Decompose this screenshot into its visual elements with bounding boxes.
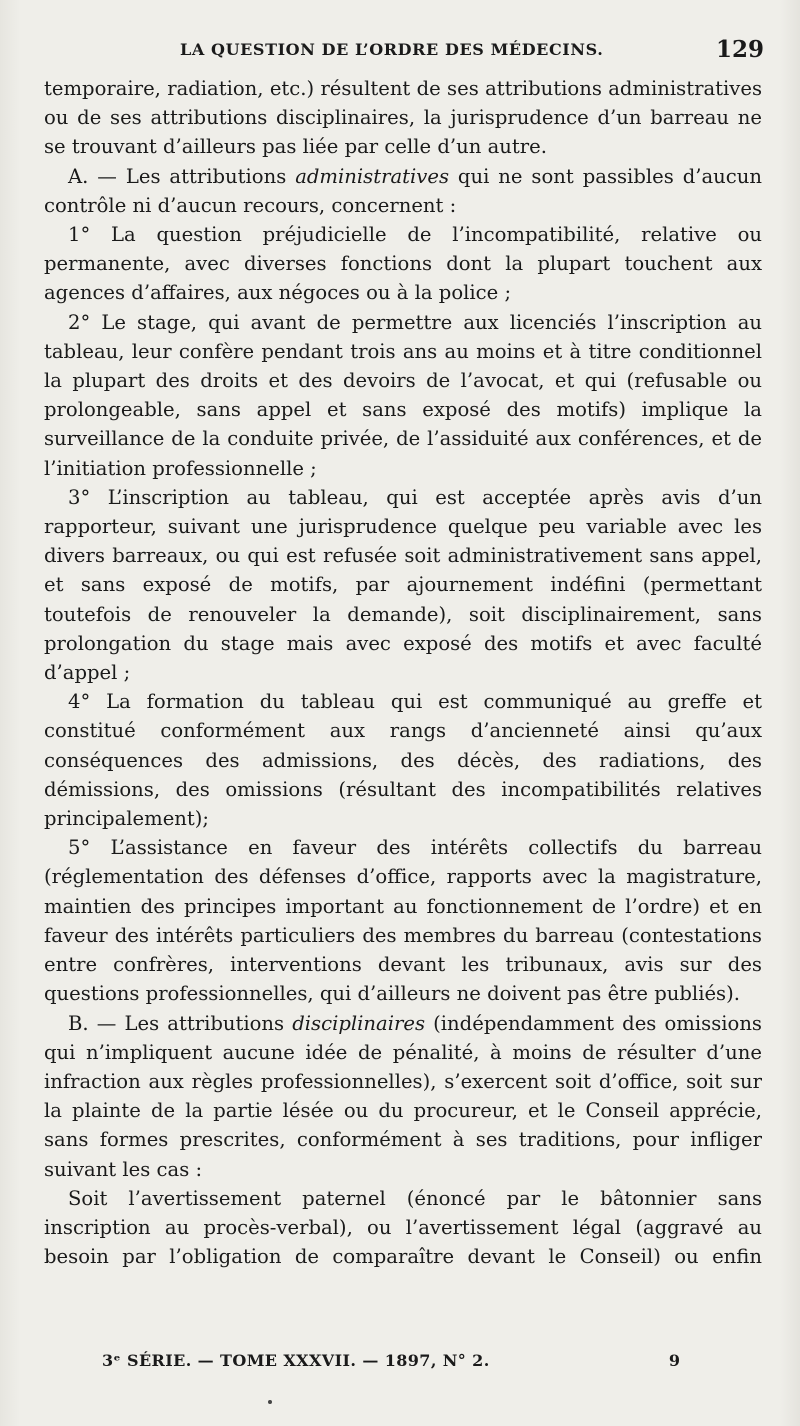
paragraph-item-2: 2° Le stage, qui avant de permettre aux licenciés l’inscription au tableau, leur confère pendant trois ans au moins et à titre conditionnel la plupart des droits et des devoirs de l’avocat, et qui (refusable ou prolongeable, sans appel et sans exposé des motifs) implique la surveillance de la conduite privée, de l’assiduité aux conférences, et de l’initiation professionnelle ; <box>44 310 762 480</box>
emphasis: disciplinaires <box>292 1011 426 1035</box>
emphasis: administratives <box>295 164 449 188</box>
paragraph-section-a: A. — Les attributions administratives qui ne sont passibles d’aucun contrôle ni d’aucun recours, concernent : <box>44 164 762 217</box>
page-footer <box>102 1351 680 1375</box>
paragraph-continuation: temporaire, radiation, etc.) résultent de ses attributions administratives ou de ses attributions disciplinaires, la jurisprudence d’un barreau ne se trouvant d’ailleurs pas liée par celle d’un autre. <box>44 77 762 159</box>
signature-mark: 9 <box>668 1351 680 1370</box>
paragraph-item-5: 5° L’assistance en faveur des intérêts collectifs du barreau (réglementation des défenses d’office, rapports avec la magistrature, maintien des principes important au fonctionnement de l’ordre) et en faveur des intérêts particuliers des membres du barreau (contestations entre confrères, interventions devant les tribunaux, avis sur des questions professionnelles, qui d’ailleurs ne doivent pas être publiés). <box>44 836 762 1006</box>
paragraph-item-4: 4° La formation du tableau qui est communiqué au greffe et constitué conformément aux rangs d’ancienneté ainsi qu’aux conséquences des admissions, des décès, des radiations, des démissions, des omissions (résultant des incompatibilités relatives principalement); <box>44 690 762 831</box>
body-text <box>44 74 762 1271</box>
paragraph-item-3: 3° L’inscription au tableau, qui est acceptée après avis d’un rapporteur, suivant une jurisprudence quelque peu variable avec les divers barreaux, ou qui est refusée soit administrativement sans appel, et sans exposé de motifs, par ajournement indéfini (permettant toutefois de renouveler la demande), soit disciplinairement, sans prolongation du stage mais avec exposé des motifs et avec faculté d’appel ; <box>44 485 762 685</box>
page-header <box>44 36 764 66</box>
paragraph-section-b: B. — Les attributions disciplinaires (indépendamment des omissions qui n’impliquent aucune idée de pénalité, à moins de résulter d’une infraction aux règles professionnelles), s’exercent soit d’office, soit sur la plainte de la partie lésée ou du procureur, et le Conseil apprécie, sans formes prescrites, conformément à ses traditions, pour infliger suivant les cas : <box>44 1011 762 1181</box>
series-line: 3ᵉ SÉRIE. — TOME XXXVII. — 1897, N° 2. <box>102 1351 490 1370</box>
running-title: LA QUESTION DE L’ORDRE DES MÉDECINS. <box>180 40 604 59</box>
paragraph-sanctions: Soit l’avertissement paternel (énoncé par le bâtonnier sans inscription au procès-verbal), ou l’avertissement légal (aggravé au besoin par l’obligation de comparaître devant le Conseil) ou enfin <box>44 1186 762 1269</box>
page-number: 129 <box>715 36 764 63</box>
paragraph-item-1: 1° La question préjudicielle de l’incompatibilité, relative ou permanente, avec diverses fonctions dont la plupart touchent aux agences d’affaires, aux négoces ou à la police ; <box>44 223 762 305</box>
ink-dot <box>268 1400 272 1404</box>
